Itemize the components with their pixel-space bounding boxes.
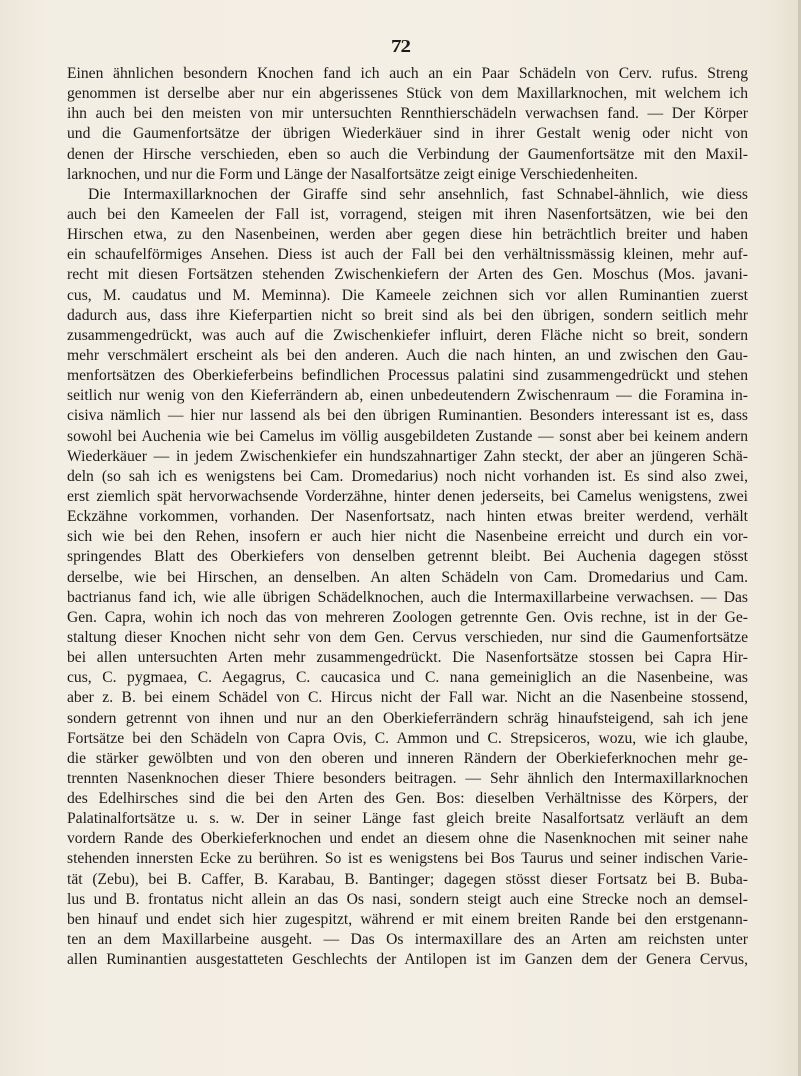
text-line: sowohl bei Auchenia wie bei Camelus im völlig ausgebildeten Zustande — sonst aber bei keinem andern [67, 427, 748, 445]
text-line: springendes Blatt des Oberkiefers von denselben getrennt bleibt. Bei Auchenia dagegen stösst [67, 548, 748, 566]
text-line: deln (so sah ich es wenigstens bei Cam. Dromedarius) noch nicht vorhanden ist. Es sind also zwei, [67, 467, 748, 485]
text-line: zusammengedrückt, was auch auf die Zwischenkiefer influirt, deren Fläche nicht so breit, sondern [67, 326, 748, 344]
page-number: 72 [391, 35, 410, 57]
text-line: stehenden innersten Ecke zu berühren. So ist es wenigstens bei Bos Taurus und seiner indischen Varie- [67, 850, 748, 868]
text-line: mehr verschmälert erscheint als bei den anderen. Auch die nach hinten, an und zwischen den Gau- [67, 346, 748, 364]
text-line: erst ziemlich spät hervorwachsende Vorderzähne, hinter denen jederseits, bei Camelus wenigstens, zwei [67, 487, 748, 505]
text-line: Einen ähnlichen besondern Knochen fand ich auch an ein Paar Schädeln von Cerv. rufus. Streng [67, 65, 748, 82]
text-line: ihn auch bei den meisten von mir untersuchten Rennthierschädeln verwachsen fand. — Der Körper [67, 105, 748, 123]
text-line: Fortsätze bei den Schädeln von Capra Ovis, C. Ammon und C. Strepsiceros, wozu, wie ich glaube, [67, 729, 748, 747]
text-line: auch bei den Kameelen der Fall ist, vorragend, steigen mit ihren Nasenfortsätzen, wie bei den [67, 205, 748, 223]
text-line: ten an dem Maxillarbeine ausgeht. — Das Os intermaxillare des an Arten am reichsten unter [67, 931, 748, 949]
text-line: Hirschen etwa, zu den Nasenbeinen, werden aber gegen diese hin beträchtlich breiter und haben [67, 226, 748, 244]
text-line: Die Intermaxillarknochen der Giraffe sind sehr ansehnlich, fast Schnabel-ähnlich, wie diess [88, 185, 748, 203]
text-line: staltung dieser Knochen nicht sehr von dem Gen. Cervus verschieden, nur sind die Gaumenfortsätze [67, 628, 748, 646]
text-line: und die Gaumenfortsätze der übrigen Wiederkäuer sind in ihrer Gestalt wenig oder nicht von [67, 125, 748, 143]
text-line: menfortsätzen des Oberkieferbeins befindlichen Processus palatini sind zusammengedrückt und stehen [67, 367, 748, 385]
text-line: Gen. Capra, wohin ich noch das von mehreren Zoologen getrennte Gen. Ovis rechne, ist in der Ge- [67, 608, 748, 626]
text-line: Wiederkäuer — in jedem Zwischenkiefer ein hundszahnartiger Zahn steckt, der aber an jüngeren Schä- [67, 447, 748, 465]
text-line: lus und B. frontatus nicht allein an das Os nasi, sondern steigt auch eine Strecke noch an demsel- [67, 890, 748, 908]
text-line: sondern getrennt von ihnen und nur an den Oberkieferrändern schräg hinaufsteigend, sah ich jene [67, 709, 748, 727]
text-line: bactrianus fand ich, wie alle übrigen Schädelknochen, auch die Intermaxillarbeine verwachsen. — Das [67, 588, 748, 606]
text-line: die stärker gewölbten und von den oberen und inneren Rändern der Oberkieferknochen mehr ge- [67, 749, 748, 767]
text-line: vordern Rande des Oberkieferknochen und endet an diesem ohne die Nasenknochen mit seiner nahe [67, 830, 748, 848]
text-line: larknochen, und nur die Form und Länge der Nasalfortsätze zeigt einige Verschiedenheiten. [67, 165, 638, 183]
text-line: ben hinauf und endet sich hier zugespitzt, während er mit einem breiten Rande bei den erstgenann- [67, 910, 748, 928]
text-line: trennten Nasenknochen dieser Thiere besonders beitragen. — Sehr ähnlich den Intermaxillarknochen [67, 769, 748, 787]
text-line: seitlich nur wenig von den Kieferrändern ab, einen unbedeutendern Zwischenraum — die Foramina in- [67, 387, 748, 405]
text-line: ein schaufelförmiges Ansehen. Diess ist auch der Fall bei den verhältnissmässig kleinen, mehr auf- [67, 246, 748, 264]
text-line: cus, C. pygmaea, C. Aegagrus, C. caucasica und C. nana gemeiniglich an die Nasenbeine, was [67, 669, 748, 687]
text-line: tät (Zebu), bei B. Caffer, B. Karabau, B. Bantinger; dagegen stösst dieser Fortsatz bei B. Buba- [67, 870, 748, 888]
text-line: Eckzähne vorkommen, vorhanden. Der Nasenfortsatz, nach hinten etwas breiter werdend, verhält [67, 508, 748, 526]
text-line: denen der Hirsche verschieden, eben so auch die Verbindung der Gaumenfortsätze mit den Maxil- [67, 145, 748, 163]
text-line: sich wie bei den Rehen, insofern er auch hier nicht die Nasenbeine erreicht und durch ein vor- [67, 528, 748, 546]
text-line: cisiva nämlich — hier nur lassend als bei den übrigen Ruminantien. Besonders interessant ist es, dass [67, 407, 748, 425]
body-text [67, 64, 748, 970]
text-line: derselbe, wie bei Hirschen, an denselben. An alten Schädeln von Cam. Dromedarius und Cam. [67, 568, 748, 586]
text-line: des Edelhirsches sind die bei den Arten des Gen. Bos: dieselben Verhältnisse des Körpers, der [67, 790, 748, 808]
text-line: allen Ruminantien ausgestatteten Geschlechts der Antilopen ist im Ganzen dem der Genera Cervus, [67, 951, 748, 969]
text-line: genommen ist derselbe aber nur ein abgerissenes Stück von dem Maxillarknochen, mit welchem ich [67, 85, 748, 103]
text-line: recht mit diesen Fortsätzen stehenden Zwischenkiefern der Arten des Gen. Moschus (Mos. javani- [67, 266, 748, 284]
text-line: cus, M. caudatus und M. Meminna). Die Kameele zeichnen sich vor allen Ruminantien zuerst [67, 286, 748, 304]
text-line: dadurch aus, dass ihre Kieferpartien nicht so breit sind als bei den übrigen, sondern seitlich mehr [67, 306, 748, 324]
text-line: Palatinalfortsätze u. s. w. Der in seiner Länge fast gleich breite Nasalfortsatz verläuft an dem [67, 810, 748, 828]
text-line: bei allen untersuchten Arten mehr zusammengedrückt. Die Nasenfortsätze stossen bei Capra Hir- [67, 649, 748, 667]
text-line: aber z. B. bei einem Schädel von C. Hircus nicht der Fall war. Nicht an die Nasenbeine stossend, [67, 689, 748, 707]
